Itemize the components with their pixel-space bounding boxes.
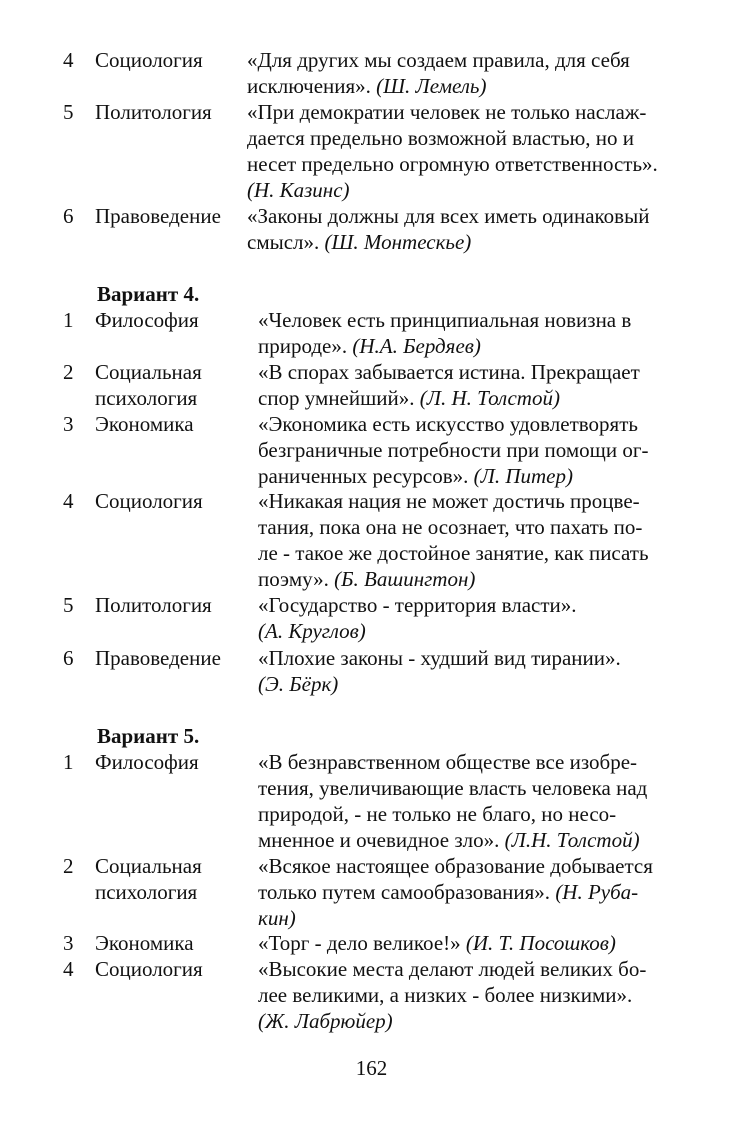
- quote-author: (Ш. Лемель): [376, 74, 487, 98]
- quote-author: (Э. Бёрк): [258, 672, 339, 696]
- quote-line: «В безнравственном обществе все изобре-: [258, 750, 638, 774]
- entry-number: 3: [63, 931, 74, 955]
- entry-subject: Политология: [95, 100, 212, 124]
- quote-line: «Человек есть принципиальная новизна в: [258, 308, 632, 332]
- entry-number: 6: [63, 204, 74, 228]
- entry-subject: Социология: [95, 48, 203, 72]
- entry-number: 4: [63, 48, 74, 72]
- quote-line: «Для других мы создаем правила, для себя: [247, 48, 630, 72]
- entry-subject: Социальная психология: [95, 854, 202, 904]
- quote-author: (Б. Вашингтон): [334, 567, 476, 591]
- quote-author: (Ш. Монтескье): [324, 230, 472, 254]
- quote-line: смысл». (Ш. Монтескье): [247, 230, 472, 254]
- quote-author: (Л. Питер): [473, 464, 574, 488]
- quote-line: мненное и очевидное зло». (Л.Н. Толстой): [258, 828, 640, 852]
- quote-line: «Плохие законы - худший вид тирании».: [258, 646, 621, 670]
- entry-subject: Философия: [95, 750, 199, 774]
- quote-line: несет предельно огромную ответственность».: [247, 152, 658, 176]
- quote-line: «Законы должны для всех иметь одинаковый: [247, 204, 650, 228]
- quote-line: «Высокие места делают людей великих бо-: [258, 957, 647, 981]
- entry-quote: [258, 592, 686, 644]
- section-title-variant-4: Вариант 4.: [97, 282, 200, 306]
- quote-author: (А. Круглов): [258, 619, 366, 643]
- quote-line: тания, пока она не осознает, что пахать по-: [258, 515, 643, 539]
- entry-quote: [258, 956, 686, 1034]
- entry-quote: [247, 203, 693, 255]
- quote-author: (Н. Руба-: [555, 880, 639, 904]
- quote-author: (Л.Н. Толстой): [504, 828, 640, 852]
- entry-number: 4: [63, 957, 74, 981]
- quote-line: «Экономика есть искусство удовлетворять: [258, 412, 638, 436]
- quote-line: раниченных ресурсов». (Л. Питер): [258, 464, 574, 488]
- entry-quote: [258, 930, 686, 956]
- quote-line: ле - такое же достойное занятие, как писать: [258, 541, 649, 565]
- quote-line: безграничные потребности при помощи ог-: [258, 438, 649, 462]
- quote-line: дается предельно возможной властью, но и: [247, 126, 635, 150]
- entry-subject: Философия: [95, 308, 199, 332]
- entry-subject: Правоведение: [95, 204, 221, 228]
- section-title-variant-5: Вариант 5.: [97, 724, 200, 748]
- entry-subject: Социология: [95, 489, 203, 513]
- quote-author: (Н. Казинс): [247, 178, 350, 202]
- quote-line: природой, - не только не благо, но несо-: [258, 802, 617, 826]
- entry-quote: [258, 853, 686, 931]
- quote-line: поэму». (Б. Вашингтон): [258, 567, 476, 591]
- quote-line: «При демократии человек не только наслаж-: [247, 100, 647, 124]
- entry-subject: Социальная психология: [95, 360, 202, 410]
- entry-number: 5: [63, 593, 74, 617]
- entry-quote: [258, 645, 686, 697]
- entry-number: 4: [63, 489, 74, 513]
- quote-line: «Торг - дело великое!» (И. Т. Посошков): [258, 931, 616, 955]
- quote-line: природе». (Н.А. Бердяев): [258, 334, 481, 358]
- entry-quote: [258, 488, 686, 592]
- quote-line: тения, увеличивающие власть человека над: [258, 776, 648, 800]
- entry-subject: Экономика: [95, 412, 194, 436]
- entry-subject: Правоведение: [95, 646, 221, 670]
- quote-author: (И. Т. Посошков): [465, 931, 616, 955]
- quote-line: «Государство - территория власти».: [258, 593, 577, 617]
- entry-subject: Социология: [95, 957, 203, 981]
- entry-quote: [258, 307, 686, 359]
- quote-author: (Н.А. Бердяев): [352, 334, 481, 358]
- entry-number: 2: [63, 360, 74, 384]
- entry-quote: [258, 411, 686, 489]
- entry-number: 1: [63, 308, 74, 332]
- quote-line: спор умнейший». (Л. Н. Толстой): [258, 386, 560, 410]
- quote-line: только путем самообразования». (Н. Руба-: [258, 880, 639, 904]
- entry-subject: Политология: [95, 593, 212, 617]
- entry-quote: [247, 47, 693, 99]
- entry-number: 6: [63, 646, 74, 670]
- quote-line: «Всякое настоящее образование добывается: [258, 854, 653, 878]
- quote-author: (Ж. Лабрюйер): [258, 1009, 393, 1033]
- quote-line: «В спорах забывается истина. Прекращает: [258, 360, 640, 384]
- entry-number: 5: [63, 100, 74, 124]
- quote-line: «Никакая нация не может достичь процве-: [258, 489, 640, 513]
- entry-quote: [258, 359, 686, 411]
- entry-number: 2: [63, 854, 74, 878]
- quote-line: лее великими, а низких - более низкими».: [258, 983, 633, 1007]
- quote-author-continued: кин): [258, 906, 296, 930]
- quote-author: (Л. Н. Толстой): [419, 386, 560, 410]
- entry-quote: [247, 99, 693, 203]
- entry-number: 1: [63, 750, 74, 774]
- entry-quote: [258, 749, 686, 853]
- page-number: 162: [355, 1056, 388, 1080]
- quote-line: исключения». (Ш. Лемель): [247, 74, 487, 98]
- entry-subject: Экономика: [95, 931, 194, 955]
- entry-number: 3: [63, 412, 74, 436]
